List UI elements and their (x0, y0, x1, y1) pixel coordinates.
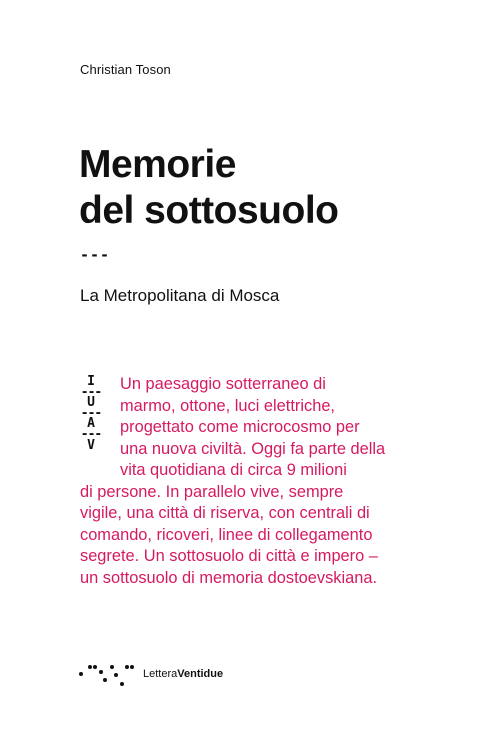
publisher-name-part1: Lettera (143, 668, 178, 680)
book-title (79, 142, 339, 234)
book-subtitle: La Metropolitana di Mosca (80, 286, 280, 305)
iuav-separator: --- (80, 405, 102, 421)
blurb-line: Un paesaggio sotterraneo di (120, 375, 326, 393)
blurb-line: segrete. Un sottosuolo di città e impero – (80, 547, 378, 565)
author-name: Christian Toson (80, 62, 171, 77)
iuav-separator: --- (80, 384, 102, 400)
title-dashes: --- (80, 246, 111, 264)
iuav-letter-i: I (87, 374, 95, 389)
iuav-letter-a: A (87, 416, 95, 432)
publisher-name-part2: Ventidue (177, 668, 224, 680)
blurb-line: marmo, ottone, luci elettriche, (120, 396, 335, 415)
iuav-separator: --- (80, 426, 102, 442)
blurb-line: di persone. In parallelo vive, sempre (80, 482, 344, 501)
blurb-line: comando, ricoveri, linee di collegamento (80, 525, 373, 544)
title-line-1: Memorie (79, 143, 236, 186)
cover-blurb (80, 374, 420, 589)
blurb-line: un sottosuolo di memoria dostoevskiana. (80, 568, 378, 587)
iuav-letter-v: V (87, 437, 95, 453)
iuav-letter-u: U (87, 395, 95, 411)
publisher-name (143, 668, 223, 680)
blurb-line: progettato come microcosmo per (120, 418, 360, 436)
blurb-line: una nuova civiltà. Oggi fa parte della (120, 439, 386, 458)
blurb-line: vita quotidiana di circa 9 milioni (120, 461, 347, 479)
title-line-2: del sottosuolo (79, 189, 339, 232)
publisher-logo-icon (79, 659, 135, 689)
publisher-block (79, 659, 223, 689)
blurb-line: vigile, una città di riserva, con centrali di (80, 504, 370, 522)
